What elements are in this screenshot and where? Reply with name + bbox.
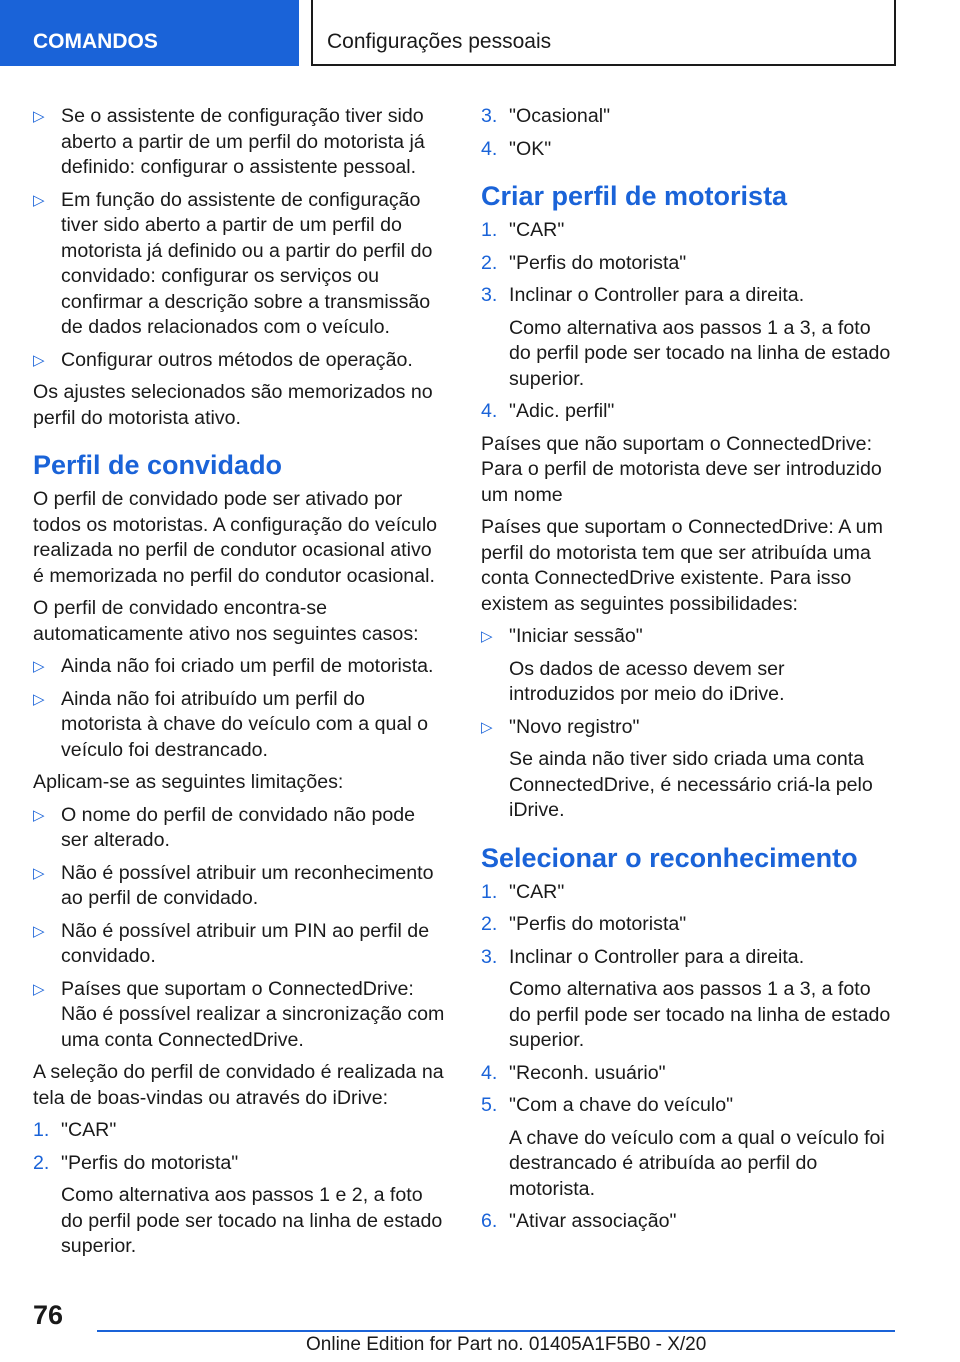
step-note: Como alternativa aos passos 1 a 3, a foto do perfil pode ser tocado na linha de estado superior. (509, 978, 891, 1051)
list-item: ▷ Configurar outros métodos de operação. (33, 348, 447, 374)
bullet-note: Se ainda não tiver sido criada uma conta ConnectedDrive, é necessário criá-la pelo iDrive. (509, 748, 873, 821)
step-note: A chave do veículo com a qual o veículo foi destrancado é atribuída ao perfil do motorista. (509, 1126, 885, 1200)
triangle-bullet-icon: ▷ (33, 980, 45, 998)
step-item: 6. "Ativar associação" (481, 1210, 677, 1232)
step-item: 1. "CAR" (33, 1119, 117, 1141)
triangle-bullet-icon: ▷ (481, 718, 493, 736)
bullet-note: Os dados de acesso devem ser introduzidos por meio do iDrive. (509, 657, 785, 705)
list-item: ▷ "Novo registro" (481, 715, 895, 741)
triangle-bullet-icon: ▷ (33, 351, 45, 369)
left-column (33, 104, 447, 1267)
triangle-bullet-icon: ▷ (33, 191, 45, 209)
step-item: 1. "CAR" (481, 219, 565, 241)
triangle-bullet-icon: ▷ (33, 806, 45, 824)
triangle-bullet-icon: ▷ (33, 922, 45, 940)
section-heading: Selecionar o reconhecimento (481, 842, 858, 873)
paragraph: Países que suportam o ConnectedDrive: A um perfil do motorista tem que ser atribuída uma conta ConnectedDrive existente. Para isso existem as seguintes possibilidades: (481, 516, 883, 615)
step-item: 3. Inclinar o Controller para a direita. (481, 284, 805, 306)
step-item: 3. "Ocasional" (481, 105, 611, 127)
triangle-bullet-icon: ▷ (33, 690, 45, 708)
step-note: Como alternativa aos passos 1 e 2, a foto do perfil pode ser tocado na linha de estado superior. (61, 1184, 443, 1257)
step-item: 1. "CAR" (481, 880, 565, 903)
paragraph: Os ajustes selecionados são memorizados no perfil do motorista ativo. (33, 381, 433, 429)
list-item: ▷ Se o assistente de configuração tiver sido aberto a partir de um perfil do motorista já definido: configurar o assistente pessoal. (33, 105, 425, 178)
step-item: 4. "Adic. perfil" (481, 400, 615, 422)
page-number: 76 (33, 1300, 64, 1330)
triangle-bullet-icon: ▷ (33, 108, 45, 125)
step-item: 2. "Perfis do motorista" (33, 1151, 239, 1174)
paragraph: O perfil de convidado pode ser ativado por todos os motoristas. A configuração do veículo realizada no perfil de condutor ocasional ativo é memorizada no perfil do condutor ocasional. (33, 488, 438, 587)
list-item: ▷ Não é possível atribuir um PIN ao perfil de convidado. (33, 919, 430, 967)
paragraph: Países que não suportam o ConnectedDrive: Para o perfil de motorista deve ser introduzido um nome (481, 432, 882, 506)
footer-divider (97, 1330, 895, 1332)
step-note: Como alternativa aos passos 1 a 3, a foto do perfil pode ser tocado na linha de estado superior. (509, 316, 891, 390)
list-item: ▷ Ainda não foi atribuído um perfil do motorista à chave do veículo com a qual o veículo foi destrancado. (33, 687, 429, 761)
triangle-bullet-icon: ▷ (481, 628, 493, 645)
list-item: ▷ Ainda não foi criado um perfil de motorista. (33, 654, 447, 680)
paragraph: O perfil de convidado encontra-se automaticamente ativo nos seguintes casos: (33, 597, 419, 645)
triangle-bullet-icon: ▷ (33, 864, 45, 882)
step-item: 4. "Reconh. usuário" (481, 1061, 666, 1084)
chapter-title: Configurações pessoais (311, 0, 896, 66)
list-item: ▷ Não é possível atribuir um reconhecimento ao perfil de convidado. (33, 861, 434, 909)
list-item: ▷ "Iniciar sessão" (481, 624, 895, 650)
section-heading: Perfil de convidado (33, 450, 283, 480)
step-item: 2. "Perfis do motorista" (481, 913, 687, 935)
section-tab: COMANDOS (0, 0, 299, 66)
section-heading: Criar perfil de motorista (481, 181, 788, 211)
list-item: ▷ Em função do assistente de configuração tiver sido aberto a partir de um perfil do motorista já definido ou a partir do perfil do convidado: configurar os serviços ou confirmar a descrição sobre a transmissão de dados relacionados com o veículo. (33, 188, 433, 338)
footer-edition: Online Edition for Part no. 01405A1F5B0 - X/20 (306, 1334, 707, 1355)
step-item: 3. Inclinar o Controller para a direita. (481, 945, 805, 968)
triangle-bullet-icon: ▷ (33, 658, 45, 675)
paragraph: A seleção do perfil de convidado é realizada na tela de boas-vindas ou através do iDrive: (33, 1061, 444, 1109)
paragraph: Aplicam-se as seguintes limitações: (33, 771, 344, 793)
right-column (481, 104, 895, 1242)
list-item: ▷ Países que suportam o ConnectedDrive: Não é possível realizar a sincronização com uma conta ConnectedDrive. (33, 977, 445, 1051)
step-item: 2. "Perfis do motorista" (481, 251, 687, 274)
step-item: 4. "OK" (481, 137, 552, 160)
list-item: ▷ O nome do perfil de convidado não pode ser alterado. (33, 803, 416, 851)
step-item: 5. "Com a chave do veículo" (481, 1094, 734, 1116)
